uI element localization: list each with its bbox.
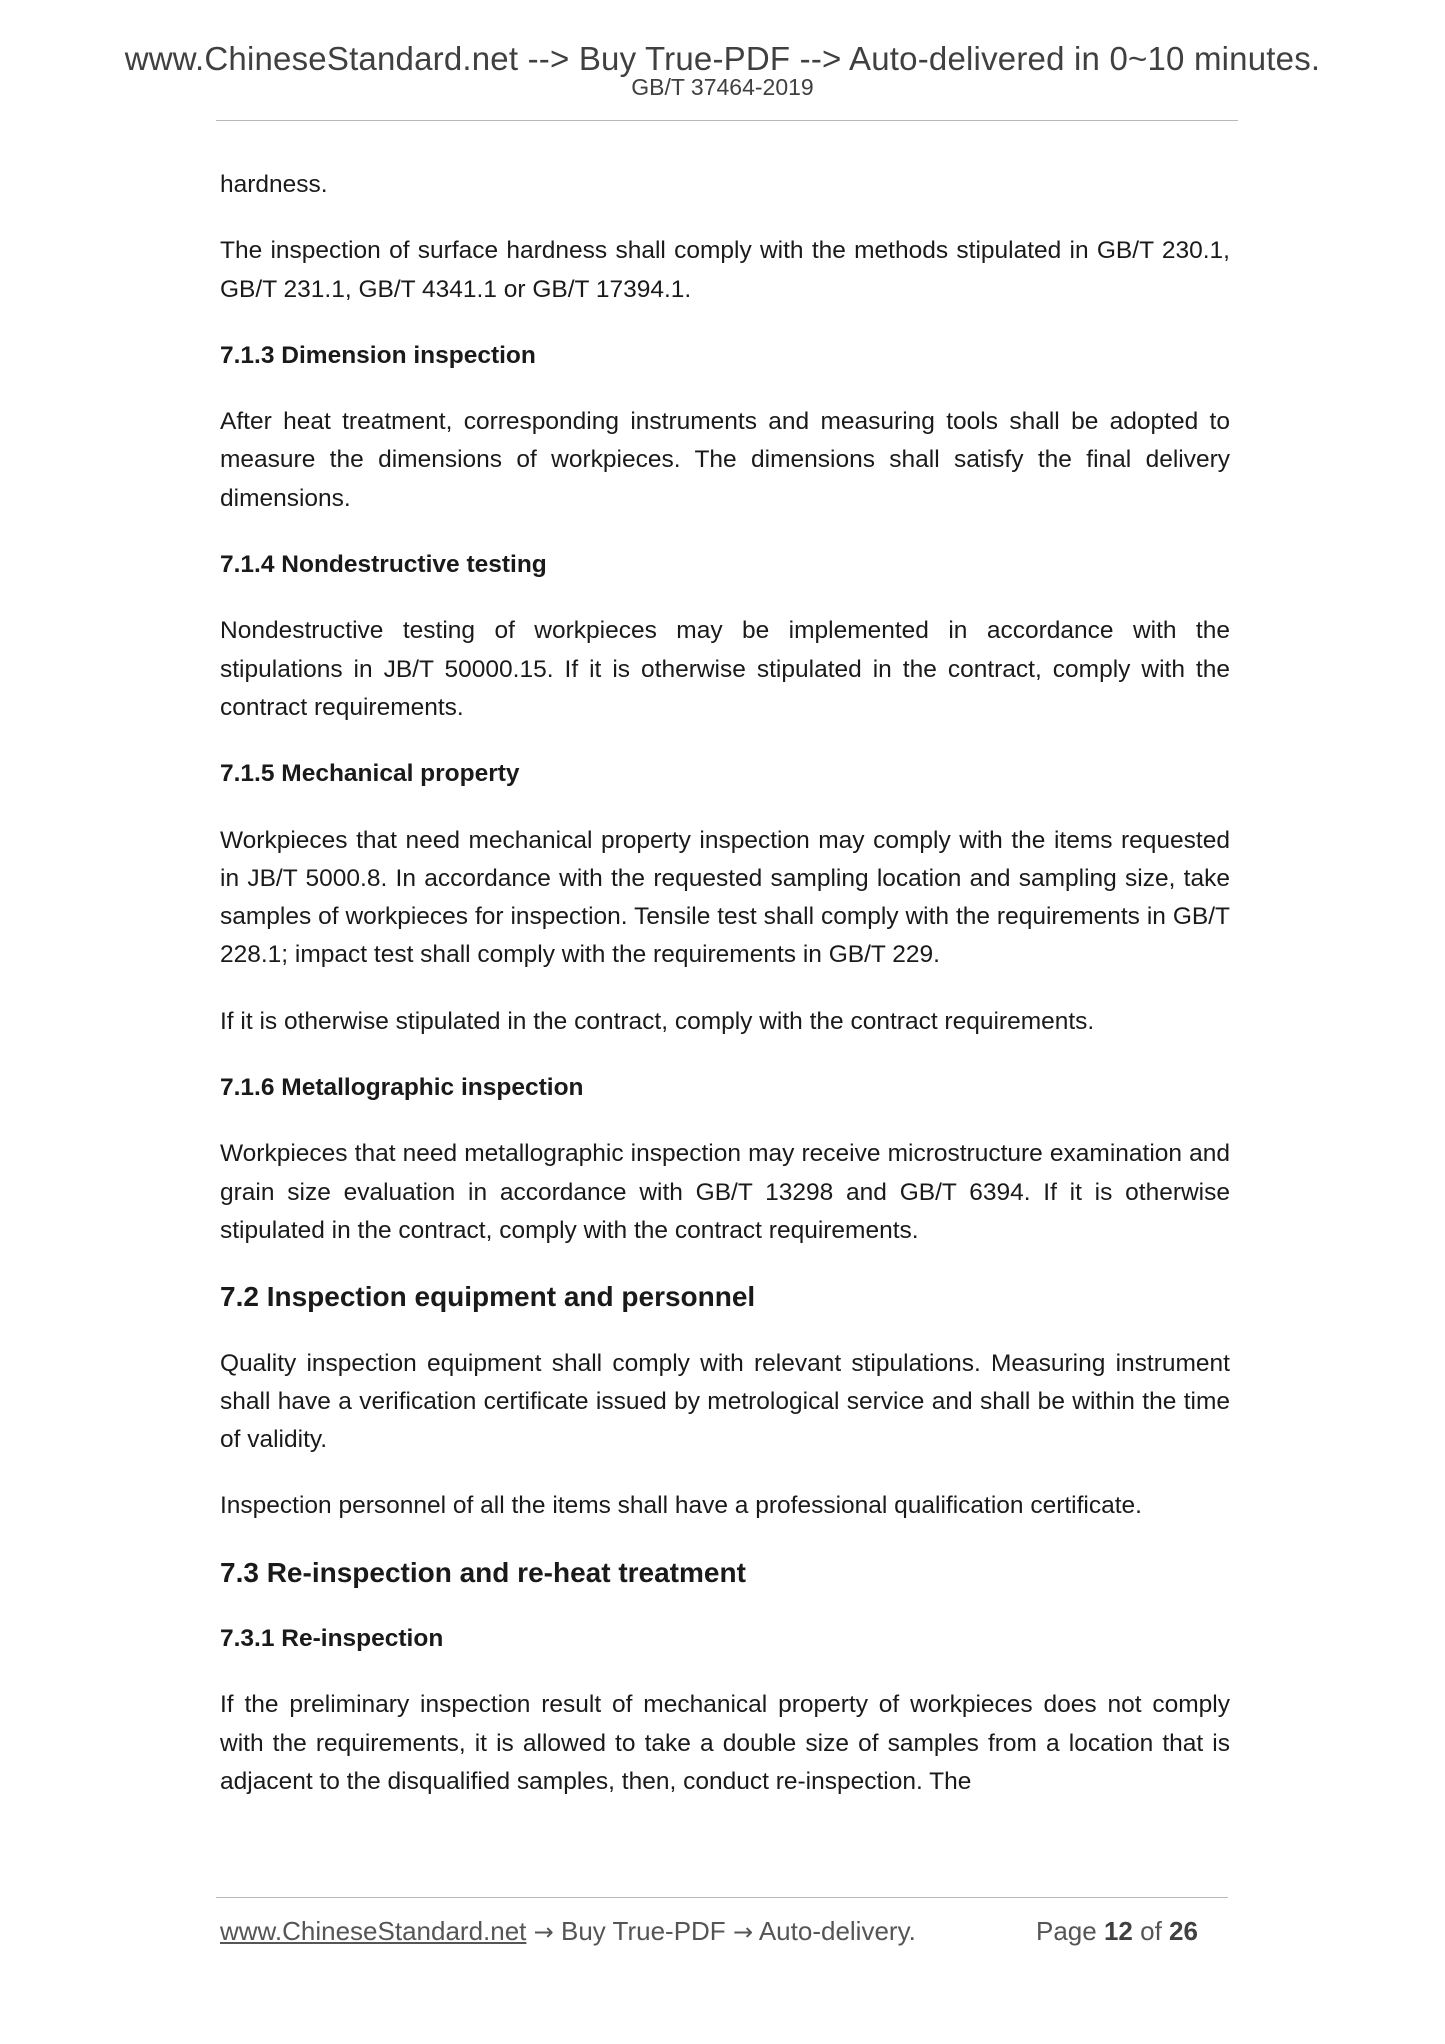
footer-auto-text: Auto-delivery. bbox=[758, 1916, 916, 1946]
heading-7-3: 7.3 Re-inspection and re-heat treatment bbox=[220, 1556, 746, 1588]
arrow-right-icon: → bbox=[533, 1918, 554, 1946]
paragraph-surface-hardness: The inspection of surface hardness shall comply with the methods stipulated in GB/T 230.1, GB/T 231.1, GB/T 4341.1 or GB/T 17394.1. bbox=[220, 237, 1230, 303]
paragraph-7-2-b: Inspection personnel of all the items shall have a professional qualification certificate. bbox=[220, 1492, 1142, 1520]
heading-7-1-5: 7.1.5 Mechanical property bbox=[220, 760, 520, 788]
heading-7-2: 7.2 Inspection equipment and personnel bbox=[220, 1281, 756, 1313]
arrow-right-icon: → bbox=[732, 1918, 754, 1946]
page-label: Page bbox=[1036, 1916, 1097, 1946]
document-code: GB/T 37464-2019 bbox=[631, 74, 814, 100]
page-number: 12 bbox=[1103, 1916, 1133, 1946]
header-banner: www.ChineseStandard.net --> Buy True-PDF --> Auto-delivered in 0~10 minutes. bbox=[124, 40, 1321, 77]
document-body bbox=[220, 166, 1230, 1801]
paragraph-7-1-6: Workpieces that need metallographic inspection may receive microstructure examination and grain size evaluation in accordance with GB/T 13298 and GB/T 6394. If it is otherwise stipulated in the contract, comply with the contract requirements. bbox=[220, 1140, 1230, 1244]
paragraph-hardness-tail: hardness. bbox=[220, 171, 328, 198]
heading-7-1-3: 7.1.3 Dimension inspection bbox=[220, 341, 536, 369]
heading-7-3-1: 7.3.1 Re-inspection bbox=[220, 1625, 444, 1653]
footer-site-link[interactable]: www.ChineseStandard.net bbox=[220, 1916, 527, 1946]
paragraph-7-1-5-a: Workpieces that need mechanical property inspection may comply with the items requested in JB/T 5000.8. In accordance with the requested sampling location and sampling size, take samples of workpieces for inspection. Tensile test shall comply with the requirements in GB/T 228.1; impact test shall comply with the requirements in GB/T 229. bbox=[220, 826, 1230, 969]
paragraph-7-1-5-b: If it is otherwise stipulated in the contract, comply with the contract requirements. bbox=[220, 1007, 1095, 1035]
paragraph-7-1-4: Nondestructive testing of workpieces may be implemented in accordance with the stipulations in JB/T 50000.15. If it is otherwise stipulated in the contract, comply with the contract requirements. bbox=[220, 617, 1230, 721]
page-indicator bbox=[1036, 1916, 1198, 1947]
footer-promo bbox=[220, 1916, 916, 1947]
paragraph-7-1-3: After heat treatment, corresponding instruments and measuring tools shall be adopted to measure the dimensions of workpieces. The dimensions shall satisfy the final delivery dimensions. bbox=[220, 408, 1230, 512]
footer-divider bbox=[216, 1897, 1228, 1898]
paragraph-7-3-1: If the preliminary inspection result of mechanical property of workpieces does not comply with the requirements, it is allowed to take a double size of samples from a location that is adjacent to the disqualified samples, then, conduct re-inspection. The bbox=[220, 1691, 1230, 1795]
paragraph-7-2-a: Quality inspection equipment shall comply with relevant stipulations. Measuring instrument shall have a verification certificate issued by metrological service and shall be within the time of validity. bbox=[220, 1349, 1230, 1454]
total-pages: 26 bbox=[1169, 1916, 1198, 1946]
footer-buy-text: Buy True-PDF bbox=[560, 1916, 726, 1946]
heading-7-1-6: 7.1.6 Metallographic inspection bbox=[220, 1074, 584, 1102]
of-label: of bbox=[1140, 1916, 1162, 1946]
header-divider bbox=[216, 120, 1238, 121]
heading-7-1-4: 7.1.4 Nondestructive testing bbox=[220, 551, 547, 579]
